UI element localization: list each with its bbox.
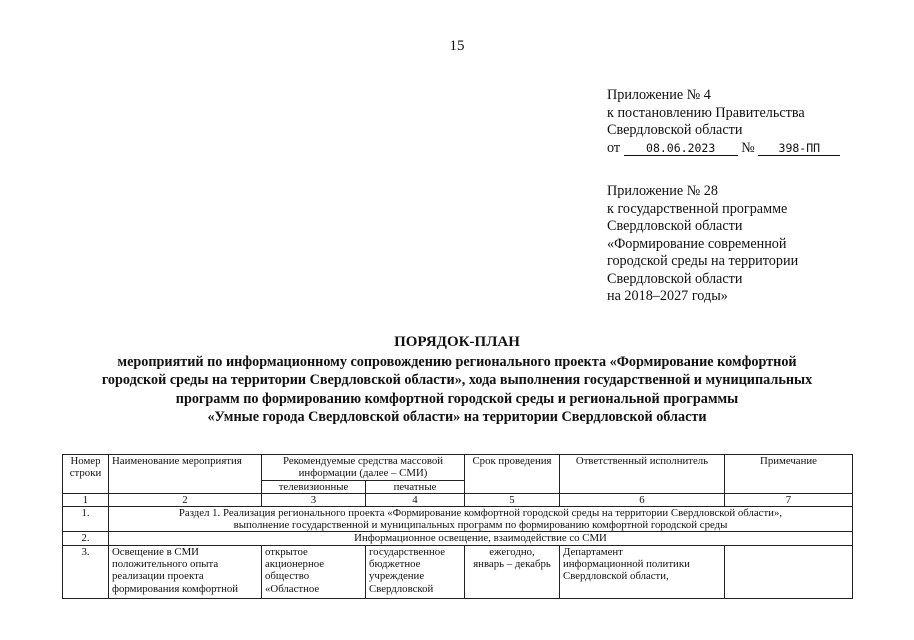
- section-row: [63, 506, 853, 532]
- tv-cell: открытое акционерное общество «Областное: [262, 545, 366, 598]
- appendix-28-line: Свердловской области: [607, 270, 743, 287]
- appendix-28-line: городской среды на территории: [607, 253, 799, 269]
- title-line: «Умные города Свердловской области» на территории Свердловской области: [207, 409, 707, 425]
- appendix-28-line: «Формирование современной: [607, 235, 787, 252]
- header-responsible: Ответственный исполнитель: [560, 455, 725, 494]
- responsible-cell: Департамент информационной политики Свердловской области,: [560, 545, 725, 598]
- header-row-number: Номер строки: [63, 455, 109, 494]
- title-main: ПОРЯДОК-ПЛАН: [394, 334, 520, 350]
- appendix-28-line: Свердловской области: [607, 218, 743, 234]
- page-number: 15: [449, 38, 465, 54]
- header-event: Наименование мероприятия: [109, 455, 262, 494]
- column-number: 2: [109, 493, 262, 506]
- appendix-4-line2: к постановлению Правительства: [607, 104, 805, 121]
- from-prefix: от: [607, 139, 621, 156]
- subsection-title: Информационное освещение, взаимодействие со СМИ: [109, 532, 853, 545]
- subsection-row: [63, 532, 853, 545]
- table-header-row: [63, 455, 853, 481]
- decree-number: 398-ПП: [758, 141, 840, 156]
- appendix-4-block: [607, 87, 840, 157]
- print-cell: государственное бюджетное учреждение Свердловской: [366, 545, 465, 598]
- header-tv: телевизионные: [262, 480, 366, 493]
- decree-date: 08.06.2023: [624, 141, 738, 156]
- header-media: Рекомендуемые средства массовой информации (далее – СМИ): [262, 455, 465, 481]
- appendix-28-line: Приложение № 28: [607, 183, 718, 199]
- table-row: [63, 545, 853, 598]
- period-cell: ежегодно, январь – декабрь: [465, 545, 560, 598]
- row-number: 2.: [63, 532, 109, 545]
- note-cell: [725, 545, 853, 598]
- number-prefix: №: [741, 139, 755, 156]
- header-print: печатные: [366, 480, 465, 493]
- column-numbers-row: [63, 493, 853, 506]
- plan-table: [62, 454, 853, 599]
- appendix-4-line3: Свердловской области: [607, 122, 743, 138]
- header-note: Примечание: [725, 455, 853, 494]
- appendix-28-line: к государственной программе: [607, 200, 788, 217]
- column-number: 3: [262, 493, 366, 506]
- appendix-4-date-line: [607, 140, 840, 158]
- title-line: мероприятий по информационному сопровождению регионального проекта «Формирование комфортной: [117, 353, 797, 370]
- appendix-4-title: Приложение № 4: [607, 87, 711, 103]
- row-number: 1.: [63, 506, 109, 532]
- column-number: 6: [560, 493, 725, 506]
- appendix-28-line: на 2018–2027 годы»: [607, 288, 728, 304]
- column-number: 5: [465, 493, 560, 506]
- event-cell: Освещение в СМИ положительного опыта реализации проекта формирования комфортной: [109, 545, 262, 598]
- column-number: 7: [725, 493, 853, 506]
- appendix-28-block: [607, 183, 798, 306]
- title-line: программ по формированию комфортной городской среды и региональной программы: [175, 390, 739, 407]
- column-number: 4: [366, 493, 465, 506]
- title-line: городской среды на территории Свердловской области», хода выполнения государственной и муниципальных: [101, 372, 813, 388]
- section-title: Раздел 1. Реализация регионального проекта «Формирование комфортной городской среды на территории Свердловской области», выполнение государственной и муниципальных программ по формированию комфортной городской среды: [109, 506, 853, 532]
- header-period: Срок проведения: [465, 455, 560, 494]
- row-number: 3.: [63, 545, 109, 598]
- document-title: [40, 333, 874, 427]
- column-number: 1: [63, 493, 109, 506]
